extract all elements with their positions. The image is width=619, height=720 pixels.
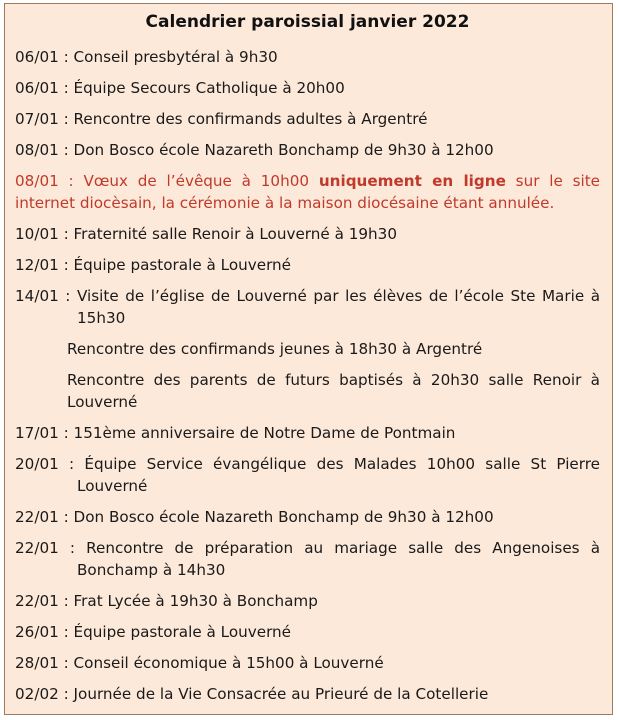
entry-text: Frat Lycée à 19h30 à Bonchamp bbox=[73, 592, 318, 610]
entry-date: 06/01 : bbox=[15, 79, 69, 97]
calendar-entry bbox=[15, 285, 600, 329]
entry-text: Vœux de l’évêque à 10h00 bbox=[83, 172, 310, 190]
calendar-entry-continued bbox=[15, 338, 600, 360]
entry-text: Rencontre des confirmands jeunes à 18h30 à Argentré bbox=[67, 340, 483, 358]
calendar-entry bbox=[15, 506, 600, 528]
entry-text: Équipe pastorale à Louverné bbox=[73, 623, 292, 641]
calendar-entry bbox=[15, 223, 600, 245]
entry-date: 12/01 : bbox=[15, 256, 69, 274]
calendar-entry bbox=[15, 108, 600, 130]
entry-date: 07/01 : bbox=[15, 110, 69, 128]
entry-date: 14/01 : bbox=[15, 287, 71, 305]
entry-text: Rencontre des confirmands adultes à Argentré bbox=[73, 110, 428, 128]
calendar-entry bbox=[15, 652, 600, 674]
calendar-entry bbox=[15, 621, 600, 643]
calendar-card bbox=[4, 3, 613, 715]
entry-text: Rencontre des parents de futurs baptisés à 20h30 salle Renoir à Louverné bbox=[67, 371, 600, 411]
calendar-entry-alert bbox=[15, 170, 600, 214]
entry-text: 151ème anniversaire de Notre Dame de Pontmain bbox=[73, 424, 456, 442]
entry-date: 10/01 : bbox=[15, 225, 69, 243]
calendar-entry bbox=[15, 590, 600, 612]
calendar-title: Calendrier paroissial janvier 2022 bbox=[145, 12, 470, 32]
entry-text: Don Bosco école Nazareth Bonchamp de 9h30 à 12h00 bbox=[73, 508, 494, 526]
calendar-entry bbox=[15, 453, 600, 497]
entry-text: Équipe pastorale à Louverné bbox=[73, 256, 292, 274]
entry-text-emphasis: uniquement en ligne bbox=[318, 172, 506, 190]
calendar-entry bbox=[15, 254, 600, 276]
calendar-entry bbox=[15, 46, 600, 68]
calendar-entry bbox=[15, 537, 600, 581]
entry-text: Journée de la Vie Consacrée au Prieuré de la Cotellerie bbox=[73, 685, 489, 703]
entry-text: Conseil presbytéral à 9h30 bbox=[73, 48, 278, 66]
entry-date: 02/02 : bbox=[15, 685, 69, 703]
entry-date: 08/01 : bbox=[15, 141, 69, 159]
entry-text: Équipe Service évangélique des Malades 10h00 salle St Pierre Louverné bbox=[77, 455, 601, 495]
entry-date: 26/01 : bbox=[15, 623, 69, 641]
entry-text: Conseil économique à 15h00 à Louverné bbox=[73, 654, 384, 672]
entry-date: 06/01 : bbox=[15, 48, 69, 66]
entry-date: 20/01 : bbox=[15, 455, 75, 473]
entry-date: 22/01 : bbox=[15, 508, 69, 526]
calendar-entry-continued bbox=[15, 369, 600, 413]
entry-date: 22/01 : bbox=[15, 592, 69, 610]
entry-text: Fraternité salle Renoir à Louverné à 19h30 bbox=[73, 225, 397, 243]
entry-date: 22/01 : bbox=[15, 539, 75, 557]
entry-text: Rencontre de préparation au mariage salle des Angenoises à Bonchamp à 14h30 bbox=[77, 539, 601, 579]
entry-text: Visite de l’église de Louverné par les élèves de l’école Ste Marie à 15h30 bbox=[76, 287, 601, 327]
entry-date: 08/01 : bbox=[15, 172, 74, 190]
calendar-entry bbox=[15, 683, 600, 705]
entry-text: sur le site internet diocèsain, la cérémonie à la maison diocésaine étant annulée. bbox=[15, 172, 601, 212]
entry-date: 17/01 : bbox=[15, 424, 69, 442]
entry-text: Don Bosco école Nazareth Bonchamp de 9h30 à 12h00 bbox=[73, 141, 494, 159]
calendar-entry bbox=[15, 422, 600, 444]
entry-text: Équipe Secours Catholique à 20h00 bbox=[73, 79, 345, 97]
calendar-entry bbox=[15, 77, 600, 99]
entry-date: 28/01 : bbox=[15, 654, 69, 672]
calendar-entry bbox=[15, 139, 600, 161]
